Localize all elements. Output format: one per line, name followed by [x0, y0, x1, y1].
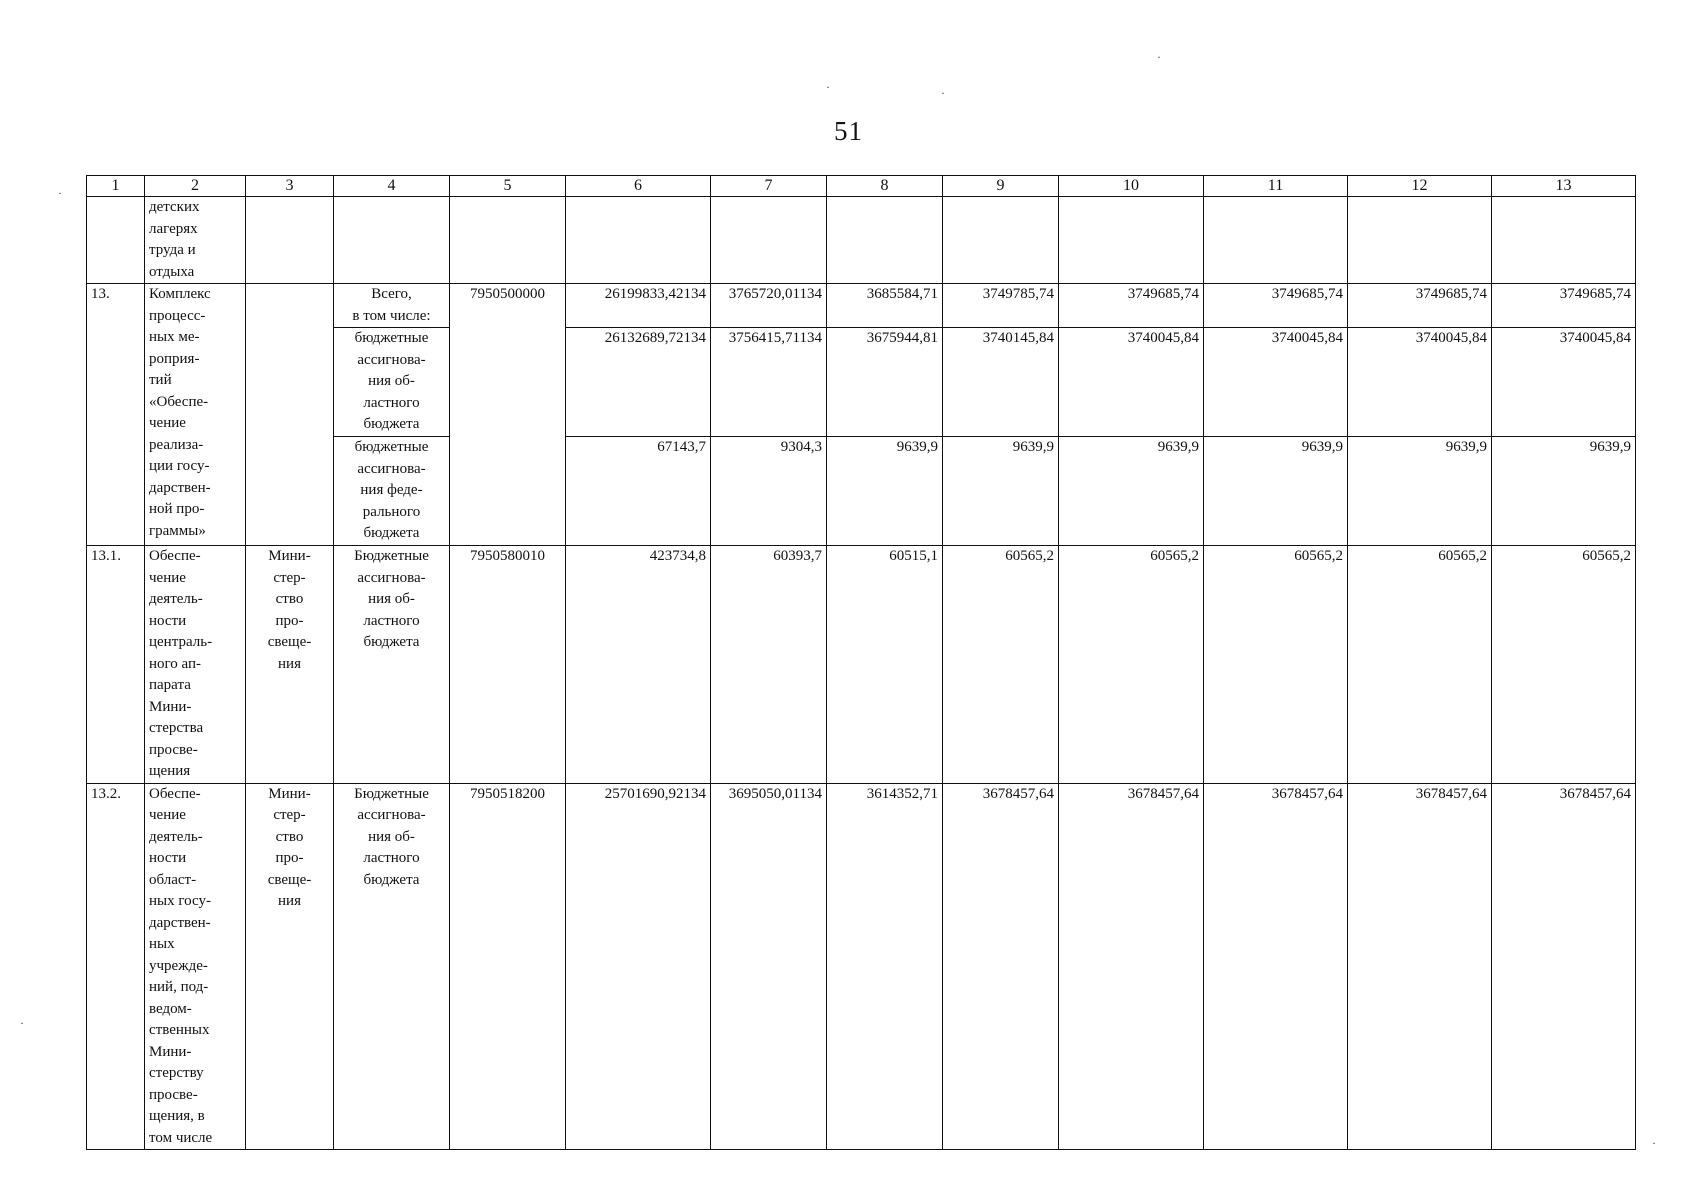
- column-header: 10: [1059, 176, 1204, 197]
- code-cell: 7950518200: [450, 783, 566, 1150]
- value-cell: [827, 197, 943, 284]
- value-cell: 9639,9: [1204, 437, 1348, 546]
- value-cell: 3678457,64: [943, 783, 1059, 1150]
- value-cell: 3685584,71: [827, 284, 943, 328]
- value-cell: 3749685,74: [1204, 284, 1348, 328]
- executor-cell: [246, 284, 334, 546]
- value-cell: 3614352,71: [827, 783, 943, 1150]
- value-cell: [1059, 197, 1204, 284]
- value-cell: 3678457,64: [1348, 783, 1492, 1150]
- value-cell: 3740045,84: [1204, 328, 1348, 437]
- code-cell: 7950580010: [450, 546, 566, 784]
- executor-cell: [246, 197, 334, 284]
- table-row-13-2: [87, 783, 1636, 1150]
- header-row: [87, 176, 1636, 197]
- budget-table: [86, 175, 1636, 1150]
- source-cell: Всего, в том числе:: [334, 284, 450, 328]
- scan-speck: ·: [20, 1016, 24, 1030]
- table-row-13-total: [87, 284, 1636, 328]
- column-header: 13: [1492, 176, 1636, 197]
- column-header: 1: [87, 176, 145, 197]
- value-cell: 9639,9: [1059, 437, 1204, 546]
- table-row-13-1: [87, 546, 1636, 784]
- scan-speck: ·: [1652, 1136, 1656, 1150]
- code-cell: 7950500000: [450, 284, 566, 546]
- value-cell: 3675944,81: [827, 328, 943, 437]
- value-cell: 67143,7: [566, 437, 711, 546]
- value-cell: 9304,3: [711, 437, 827, 546]
- value-cell: 3740045,84: [1059, 328, 1204, 437]
- value-cell: 3695050,01134: [711, 783, 827, 1150]
- value-cell: 60565,2: [1059, 546, 1204, 784]
- row-name-cell: Обеспе- чение деятель- ности централь- ного ап- парата Мини- стерства просве- щения: [145, 546, 246, 784]
- value-cell: 26199833,42134: [566, 284, 711, 328]
- row-number-cell: 13.: [87, 284, 145, 546]
- column-header: 7: [711, 176, 827, 197]
- source-cell: Бюджетные ассигнова- ния об- ластного бюджета: [334, 546, 450, 784]
- column-header: 6: [566, 176, 711, 197]
- value-cell: [1492, 197, 1636, 284]
- value-cell: 9639,9: [943, 437, 1059, 546]
- code-cell: [450, 197, 566, 284]
- page-number: 51: [834, 116, 863, 146]
- column-header: 5: [450, 176, 566, 197]
- value-cell: [566, 197, 711, 284]
- source-cell: бюджетные ассигнова- ния об- ластного бюджета: [334, 328, 450, 437]
- row-number-cell: [87, 197, 145, 284]
- value-cell: 3749685,74: [1348, 284, 1492, 328]
- value-cell: 3740145,84: [943, 328, 1059, 437]
- scan-speck: ·: [1157, 50, 1161, 64]
- value-cell: 3756415,71134: [711, 328, 827, 437]
- value-cell: 60565,2: [1492, 546, 1636, 784]
- value-cell: 3765720,01134: [711, 284, 827, 328]
- row-name-cell: Обеспе- чение деятель- ности област- ных госу- дарствен- ных учрежде- ний, под- ведом- ственных Мини- стерству просве- щения, в том числе: [145, 783, 246, 1150]
- value-cell: 9639,9: [1492, 437, 1636, 546]
- scan-speck: ·: [826, 80, 830, 94]
- value-cell: 3678457,64: [1492, 783, 1636, 1150]
- value-cell: 3749685,74: [1492, 284, 1636, 328]
- row-name-cell: Комплекс процесс- ных ме- роприя- тий «Обеспе- чение реализа- ции госу- дарствен- ной про- граммы»: [145, 284, 246, 546]
- column-header: 9: [943, 176, 1059, 197]
- value-cell: 423734,8: [566, 546, 711, 784]
- column-header: 4: [334, 176, 450, 197]
- value-cell: 60565,2: [943, 546, 1059, 784]
- column-header: 3: [246, 176, 334, 197]
- value-cell: 9639,9: [827, 437, 943, 546]
- value-cell: 3678457,64: [1204, 783, 1348, 1150]
- value-cell: [1348, 197, 1492, 284]
- value-cell: 3740045,84: [1348, 328, 1492, 437]
- value-cell: 60565,2: [1204, 546, 1348, 784]
- row-name-cell: детских лагерях труда и отдыха: [145, 197, 246, 284]
- value-cell: 9639,9: [1348, 437, 1492, 546]
- value-cell: [1204, 197, 1348, 284]
- value-cell: 3678457,64: [1059, 783, 1204, 1150]
- executor-cell: Мини- стер- ство про- свеще- ния: [246, 783, 334, 1150]
- row-number-cell: 13.2.: [87, 783, 145, 1150]
- source-cell: Бюджетные ассигнова- ния об- ластного бюджета: [334, 783, 450, 1150]
- source-cell: бюджетные ассигнова- ния феде- рального бюджета: [334, 437, 450, 546]
- value-cell: 3740045,84: [1492, 328, 1636, 437]
- table-row-continuation: [87, 197, 1636, 284]
- source-cell: [334, 197, 450, 284]
- executor-cell: Мини- стер- ство про- свеще- ния: [246, 546, 334, 784]
- value-cell: [711, 197, 827, 284]
- scan-speck: ·: [941, 86, 945, 100]
- value-cell: 26132689,72134: [566, 328, 711, 437]
- value-cell: 60393,7: [711, 546, 827, 784]
- value-cell: [943, 197, 1059, 284]
- row-number-cell: 13.1.: [87, 546, 145, 784]
- scan-speck: ·: [58, 186, 62, 200]
- value-cell: 60565,2: [1348, 546, 1492, 784]
- column-header: 8: [827, 176, 943, 197]
- column-header: 12: [1348, 176, 1492, 197]
- value-cell: 3749685,74: [1059, 284, 1204, 328]
- value-cell: 25701690,92134: [566, 783, 711, 1150]
- value-cell: 3749785,74: [943, 284, 1059, 328]
- value-cell: 60515,1: [827, 546, 943, 784]
- column-header: 2: [145, 176, 246, 197]
- column-header: 11: [1204, 176, 1348, 197]
